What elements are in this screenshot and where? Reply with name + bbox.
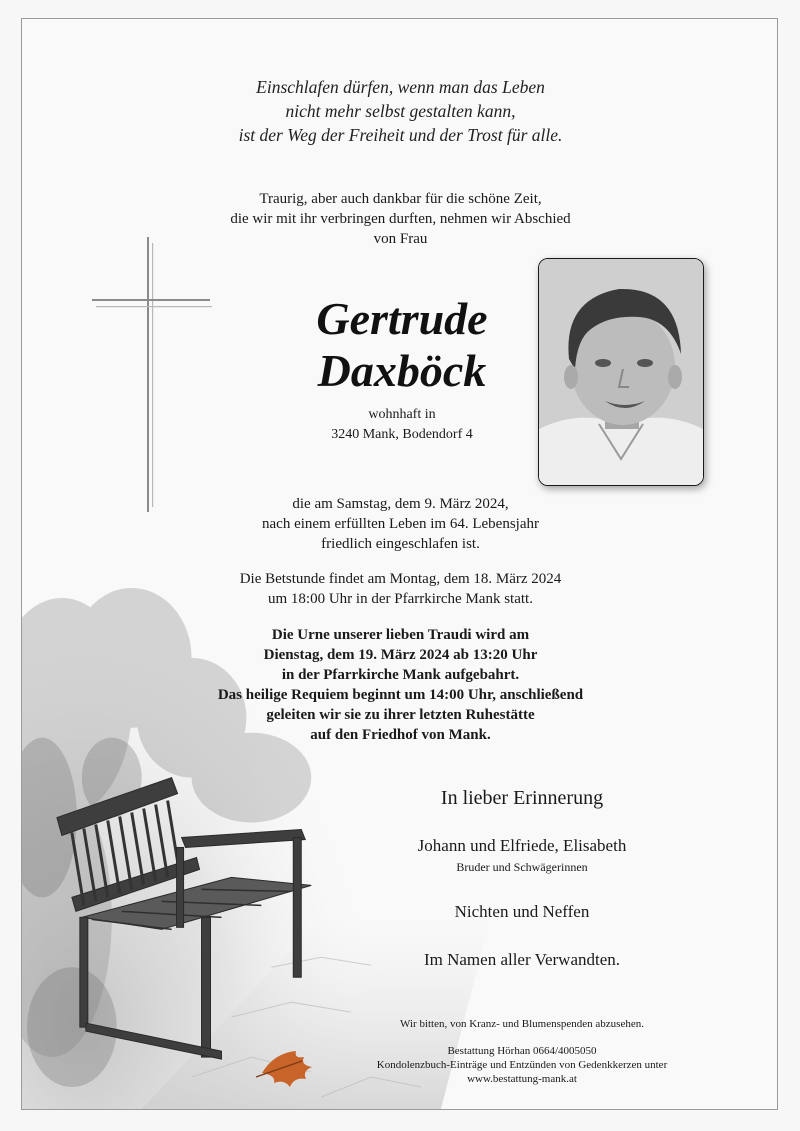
parte-frame: [21, 18, 778, 1110]
website-link[interactable]: www.bestattung-mank.at: [467, 1073, 577, 1085]
mourner-group-1: Johann und Elfriede, Elisabeth: [417, 836, 627, 855]
funeral-line: geleiten wir sie zu ihrer letzten Ruhestätte: [266, 707, 535, 723]
prayer-notice: [22, 569, 778, 609]
mourner-group-2: Nichten und Neffen: [454, 902, 590, 921]
first-name: Gertrude: [316, 293, 488, 344]
mourner-group-3: Im Namen aller Verwandten.: [423, 950, 621, 969]
cross-icon: [92, 237, 212, 512]
residence: [252, 405, 552, 445]
poem-line: nicht mehr selbst gestalten kann,: [285, 101, 516, 121]
background-bench-scene: [22, 19, 777, 1109]
funeral-line: in der Pfarrkirche Mank aufgebahrt.: [281, 667, 520, 683]
intro-line: von Frau: [373, 231, 428, 247]
funeral-notice: [22, 625, 778, 745]
funeral-line: Die Urne unserer lieben Traudi wird am: [271, 627, 530, 643]
autumn-leaf-icon: [254, 1043, 324, 1091]
death-line: die am Samstag, dem 9. März 2024,: [292, 496, 509, 512]
mourner-group-1-relation: Bruder und Schwägerinnen: [456, 860, 588, 874]
intro-line: die wir mit ihr verbringen durften, nehmen wir Abschied: [230, 211, 571, 227]
funeral-home-info: [332, 1044, 712, 1086]
death-notice: [22, 494, 778, 554]
poem: [22, 75, 778, 147]
funeral-home-contact: Bestattung Hörhan 0664/4005050: [447, 1045, 597, 1057]
donation-request: Wir bitten, von Kranz- und Blumenspenden abzusehen.: [400, 1018, 644, 1030]
memory-heading: In lieber Erinnerung: [440, 787, 604, 809]
death-line: friedlich eingeschlafen ist.: [321, 536, 480, 552]
funeral-line: Das heilige Requiem beginnt um 14:00 Uhr, anschließend: [217, 687, 584, 703]
residence-label: wohnhaft in: [368, 407, 436, 422]
death-line: nach einem erfüllten Leben im 64. Lebensjahr: [262, 516, 539, 532]
funeral-line: Dienstag, dem 19. März 2024 ab 13:20 Uhr: [263, 647, 538, 663]
funeral-line: auf den Friedhof von Mank.: [310, 727, 491, 743]
condolence-text: Kondolenzbuch-Einträge und Entzünden von Gedenkkerzen unter: [376, 1059, 668, 1071]
intro-line: Traurig, aber auch dankbar für die schöne Zeit,: [259, 191, 542, 207]
portrait-photo: [538, 258, 704, 486]
last-name: Daxböck: [317, 345, 487, 396]
intro-text: [22, 189, 778, 249]
prayer-line: Die Betstunde findet am Montag, dem 18. März 2024: [239, 571, 562, 587]
prayer-line: um 18:00 Uhr in der Pfarrkirche Mank statt.: [268, 591, 533, 607]
poem-line: Einschlafen dürfen, wenn man das Leben: [256, 77, 545, 97]
poem-line: ist der Weg der Freiheit und der Trost für alle.: [238, 125, 563, 145]
address: 3240 Mank, Bodendorf 4: [331, 427, 473, 442]
deceased-name: [252, 293, 552, 397]
